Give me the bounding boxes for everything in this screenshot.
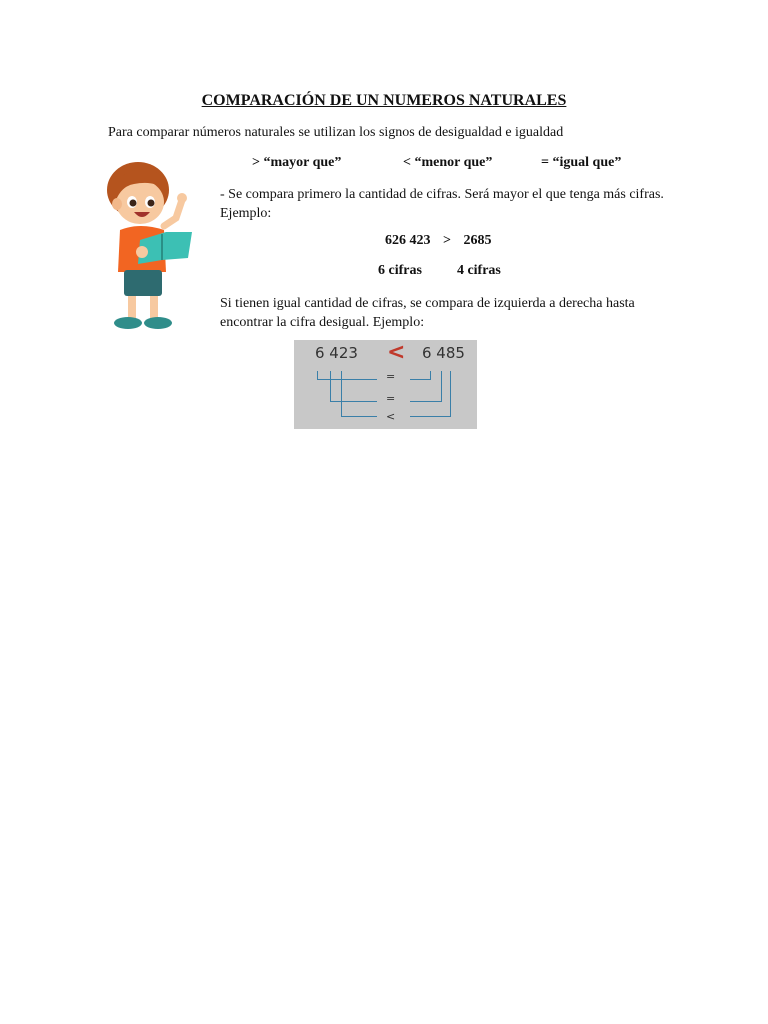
sign-less-than: < “menor que” bbox=[403, 155, 493, 170]
diagram-line bbox=[410, 401, 442, 402]
diagram-line bbox=[430, 371, 431, 379]
diagram-line bbox=[330, 401, 377, 402]
diagram-line bbox=[317, 379, 377, 380]
example-left-number: 626 423 bbox=[385, 233, 431, 248]
intro-text: Para comparar números naturales se utilizan los signos de desigualdad e igualdad bbox=[108, 125, 564, 140]
rule-left-to-right: Si tienen igual cantidad de cifras, se compara de izquierda a derecha hasta encontrar la cifra desigual. Ejemplo: bbox=[220, 296, 635, 330]
example-right-number: 2685 bbox=[463, 233, 492, 248]
diagram-line bbox=[450, 371, 451, 416]
example-right-digits: 4 cifras bbox=[456, 263, 501, 278]
diagram-left-number: 6 423 bbox=[315, 344, 358, 362]
diagram-line bbox=[341, 416, 377, 417]
diagram-compare-1: = bbox=[386, 370, 396, 383]
diagram-compare-3: < bbox=[386, 410, 396, 423]
example-comparison bbox=[385, 233, 492, 249]
diagram-line bbox=[410, 379, 431, 380]
diagram-line bbox=[341, 371, 342, 416]
diagram-right-number: 6 485 bbox=[422, 344, 465, 362]
example-digit-counts bbox=[378, 263, 501, 279]
diagram-line bbox=[330, 371, 331, 401]
sign-greater-than: > “mayor que” bbox=[252, 155, 342, 170]
diagram-compare-2: = bbox=[386, 392, 396, 405]
rule-digit-count: - Se compara primero la cantidad de cifras. Será mayor el que tenga más cifras. Ejemplo: bbox=[220, 187, 664, 221]
diagram-line bbox=[410, 416, 451, 417]
diagram-sign: < bbox=[387, 340, 406, 365]
example-left-digits: 6 cifras bbox=[378, 263, 422, 278]
comparison-diagram bbox=[294, 340, 477, 429]
sign-equal: = “igual que” bbox=[541, 155, 622, 170]
diagram-line bbox=[441, 371, 442, 401]
example-sign: > bbox=[443, 233, 451, 248]
diagram-line bbox=[317, 371, 318, 379]
page-title: COMPARACIÓN DE UN NUMEROS NATURALES bbox=[201, 92, 567, 109]
boy-reading-book-illustration bbox=[104, 160, 196, 332]
